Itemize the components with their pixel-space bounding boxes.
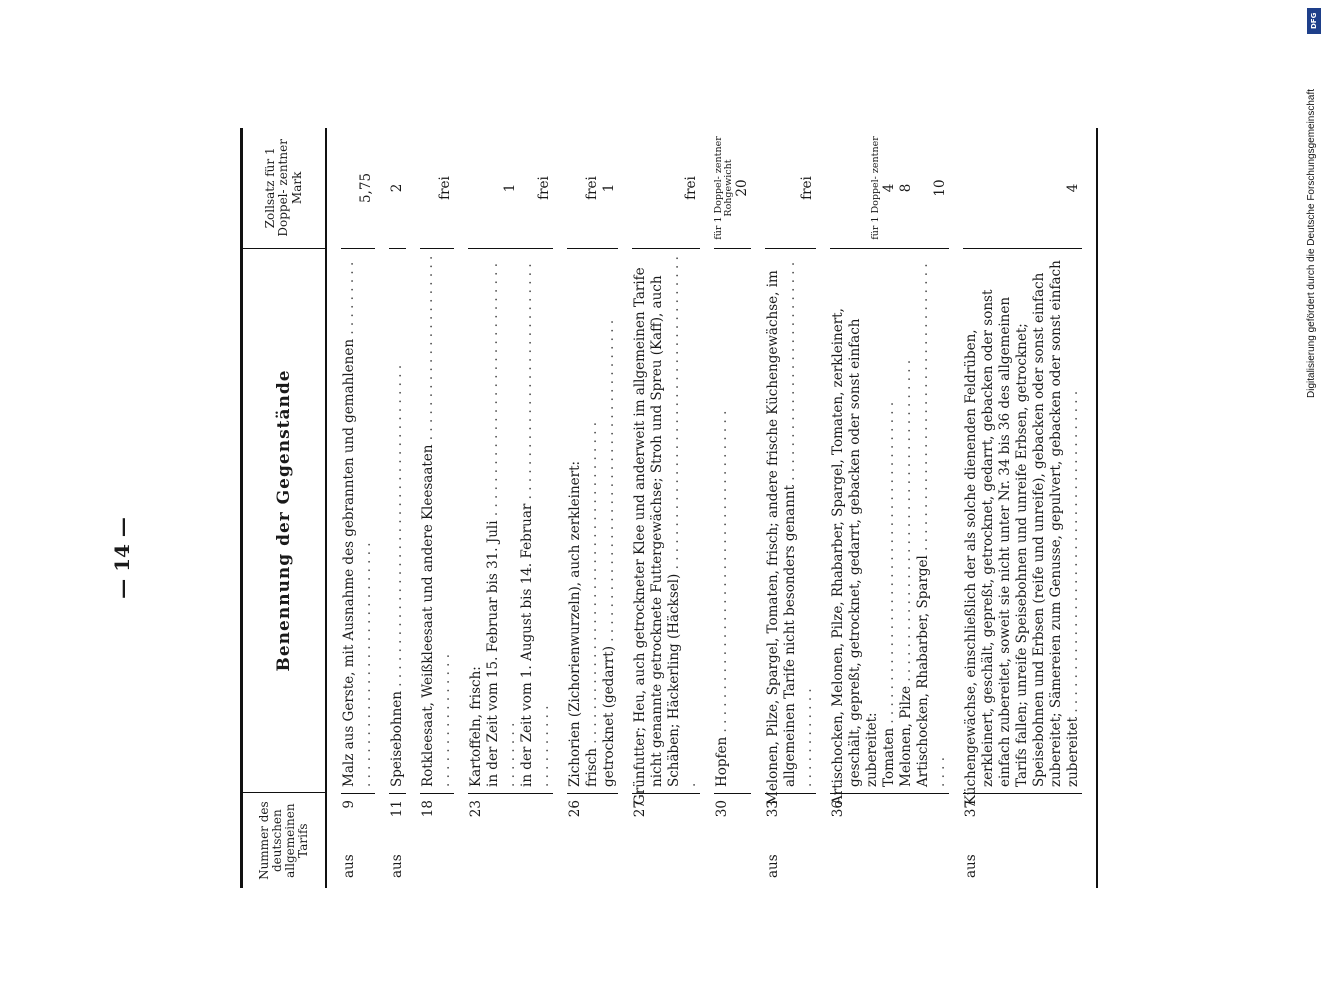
table-row: 26 Zichorien (Zichorienwurzeln), auch zerkleinert: xyxy=(567,128,584,888)
table-row: aus 33 Melonen, Pilze, Spargel, Tomaten, frisch; andere frische Küchengewächse, im allgemeinen Tarife nicht besonders genannt . . . frei xyxy=(765,128,816,888)
table-row: aus 11 Speisebohnen . . . 2 xyxy=(389,128,406,888)
table-header xyxy=(240,128,327,888)
table-row: aus 9 Malz aus Gerste, mit Ausnahme des gebrannten und gemahlenen . . . 5,75 xyxy=(341,128,375,888)
table-row: in der Zeit vom 15. Februar bis 31. Juli . . . 1 xyxy=(485,128,519,888)
table-row: Tomaten . . . 4 xyxy=(881,128,898,888)
rate-note: für 1 Doppel- zentner Rohgewicht xyxy=(713,136,734,240)
digitization-note: Digitalisierung gefördert durch die Deutsche Forschungsgemeinschaft xyxy=(1306,88,1317,398)
table-row: Melonen, Pilze . . . 8 xyxy=(898,128,915,888)
header-number: Nummer des deutschen allgemeinen Tarifs xyxy=(243,792,325,888)
header-rate: Zollsatz für 1 Doppel- zentner Mark xyxy=(263,139,304,237)
rate-note: für 1 Doppel- zentner xyxy=(870,136,881,240)
table-row: frisch . . . frei xyxy=(584,128,601,888)
table-row: 27 Grünfutter; Heu, auch getrockneter Klee und anderweit im allgemeinen Tarife nicht genannte getrocknete Futtergewächse; Stroh und Spreu (Kaff), auch Schäben; Häckerling (Häcksel) . . . frei xyxy=(632,128,700,888)
table-body xyxy=(327,128,1098,888)
digitization-strip xyxy=(1306,8,1322,398)
table-row: 30 Hopfen . . . für 1 Doppel- zentner Rohgewicht 20 xyxy=(714,128,751,888)
tariff-table xyxy=(240,128,1098,888)
table-row: in der Zeit vom 1. August bis 14. Februar . . . frei xyxy=(519,128,553,888)
header-name: Benennung der Gegenstände xyxy=(243,248,325,793)
table-row: getrocknet (gedarrt) . . . 1 xyxy=(601,128,618,888)
table-row: Artischocken, Rhabarber, Spargel . . . 10 xyxy=(915,128,949,888)
table-row: 36 Artischocken, Melonen, Pilze, Rhabarber, Spargel, Tomaten, zerkleinert, geschält, gepreßt, getrocknet, gedarrt, gebacken oder sonst einfach zubereitet: für 1 Doppel- zentner xyxy=(830,128,881,888)
page-number: — 14 — xyxy=(110,517,134,599)
rotated-page xyxy=(110,118,1090,998)
dfg-logo: DFG xyxy=(1307,8,1321,34)
table-row: 18 Rotkleesaat, Weißkleesaat und andere Kleesaaten . . . frei xyxy=(420,128,454,888)
table-row: 23 Kartoffeln, frisch: xyxy=(468,128,485,888)
table-row: aus 37 Küchengewächse, einschließlich der als solche dienenden Feldrüben, zerkleinert, geschält, gepreßt, getrocknet, gedarrt, gebacken oder sonst einfach zubereitet, soweit sie nicht unter Nr. 34 bis 36 des allgemeinen Tarifs fallen; unreife Speisebohnen und unreife Erbsen, getrocknet; Speisebohnen und Erbsen (reife und unreife), gebacken oder sonst einfach zubereitet; Sämereien zum Genusse, gepulvert, gebacken oder sonst einfach zubereitet . . . 4 xyxy=(963,128,1082,888)
